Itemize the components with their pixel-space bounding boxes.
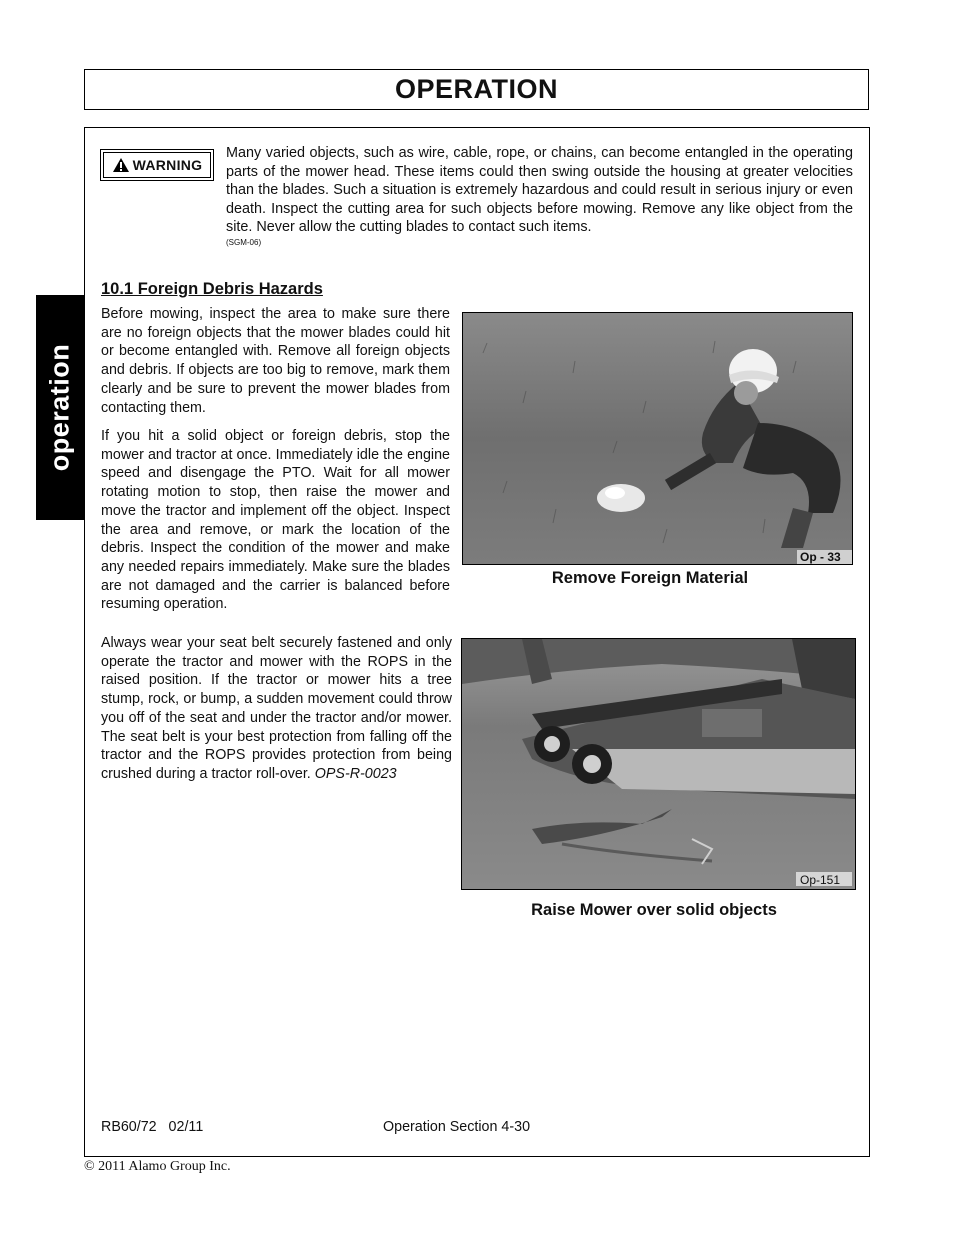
photo-raise-mower [461,638,856,890]
warning-text: Many varied objects, such as wire, cable, rope, or chains, can become entangled in the operating parts of the mower head. These items could then swing outside the housing at greater velocities than the blades. Such a situation is extremely hazardous and could result in serious injury or even death. Inspect the cutting area for such objects before mowing. Remove any like object from the site. Never allow the cutting blades to contact such items. [226,145,853,236]
photo-remove-foreign-material [462,312,853,565]
seat-belt-text: Always wear your seat belt securely fastened and only operate the tractor and mower with the ROPS in the raised position. If the tractor or mower hits a tree stump, rock, or bump, a sudden movement could throw you off of the seat and under the tractor and/or mower. The seat belt is your best protection from falling off the tractor and the ROPS provides protection from being crushed during a tractor roll-over. [101,635,452,782]
section-heading: 10.1 Foreign Debris Hazards [101,280,323,298]
page-header-title: OPERATION [394,74,558,104]
footer-copyright: © 2011 Alamo Group Inc. [84,1159,231,1174]
warning-badge-label: WARNING [132,157,203,173]
paragraph-seat-belt [101,634,452,784]
paragraph-inspect: Before mowing, inspect the area to make sure there are no foreign objects that the mower blades could hit or become entangled with. Remove all foreign objects and debris. If objects are too big to remove, mark them clearly and be sure to prevent the mower blades from contacting them. [101,306,450,416]
side-tab [36,295,84,520]
photo-label-2: Op-151 [800,873,841,887]
caption-raise-mower: Raise Mower over solid objects [531,901,777,919]
warning-badge [100,149,214,181]
page-header-box [84,69,869,110]
side-tab-label: operation [44,343,75,472]
footer-section: Operation Section 4-30 [383,1119,531,1135]
warning-code: (SGM-06) [226,238,262,247]
warning-triangle-icon [112,157,130,173]
caption-remove-foreign-material: Remove Foreign Material [551,569,749,587]
seat-belt-code: OPS-R-0023 [314,765,397,782]
footer-model: RB60/72 02/11 [101,1119,204,1135]
paragraph-solid-object: If you hit a solid object or foreign debris, stop the mower and tractor at once. Immediately idle the engine speed and disengage the PTO. Wait for all mower rotating motion to stop, then raise the mower and move the tractor and implement off the object. Inspect the area and remove, or mark the location of the debris. Inspect the condition of the mower and make any needed repairs immediately. Make sure the blades are not damaged and the carrier is balanced before resuming operation. [101,428,450,613]
photo-label-1: Op - 33 [800,550,841,564]
